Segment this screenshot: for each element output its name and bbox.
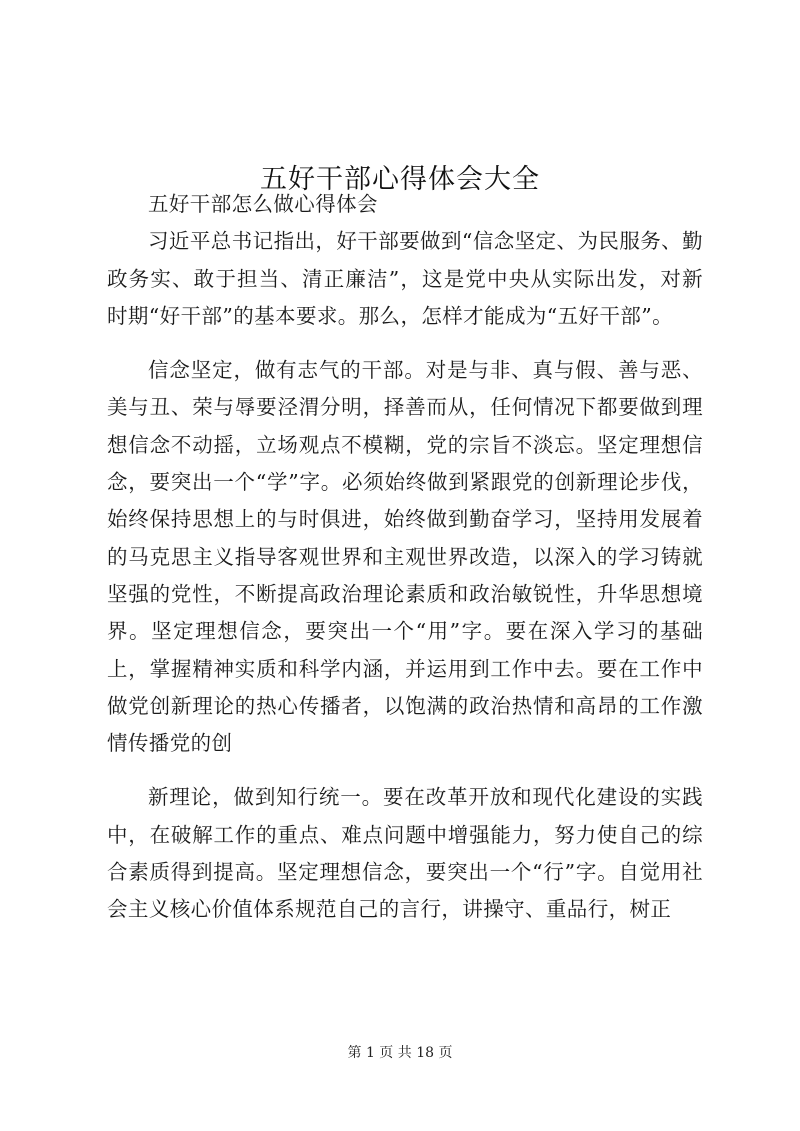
subtitle-paragraph: 五好干部怎么做心得体会	[148, 192, 378, 216]
document-title: 五好干部心得体会大全	[260, 164, 540, 196]
page-number-footer: 第 1 页 共 18 页	[347, 1045, 453, 1061]
practice-paragraph: 新理论，做到知行统一。要在改革开放和现代化建设的实践中，在破解工作的重点、难点问题中增强能力，努力使自己的综合素质得到提高。坚定理想信念，要突出一个“行”字。自觉用社会主义核心价值体系规范自己的言行，讲操守、重品行，树正	[107, 785, 703, 922]
faith-paragraph: 信念坚定，做有志气的干部。对是与非、真与假、善与恶、美与丑、荣与辱要泾渭分明，择善而从，任何情况下都要做到理想信念不动摇，立场观点不模糊，党的宗旨不淡忘。坚定理想信念，要突出一个“学”字。必须始终做到紧跟党的创新理论步伐，始终保持思想上的与时俱进，始终做到勤奋学习，坚持用发展着的马克思主义指导客观世界和主观世界改造，以深入的学习铸就坚强的党性，不断提高政治理论素质和政治敏锐性，升华思想境界。坚定理想信念，要突出一个“用”字。要在深入学习的基础上，掌握精神实质和科学内涵，并运用到工作中去。要在工作中做党创新理论的热心传播者，以饱满的政治热情和高昂的工作激情传播党的创	[107, 358, 703, 756]
document-body	[107, 186, 703, 929]
intro-paragraph: 习近平总书记指出，好干部要做到“信念坚定、为民服务、勤政务实、敢于担当、清正廉洁”，这是党中央从实际出发，对新时期“好干部”的基本要求。那么，怎样才能成为“五好干部”。	[107, 229, 703, 328]
